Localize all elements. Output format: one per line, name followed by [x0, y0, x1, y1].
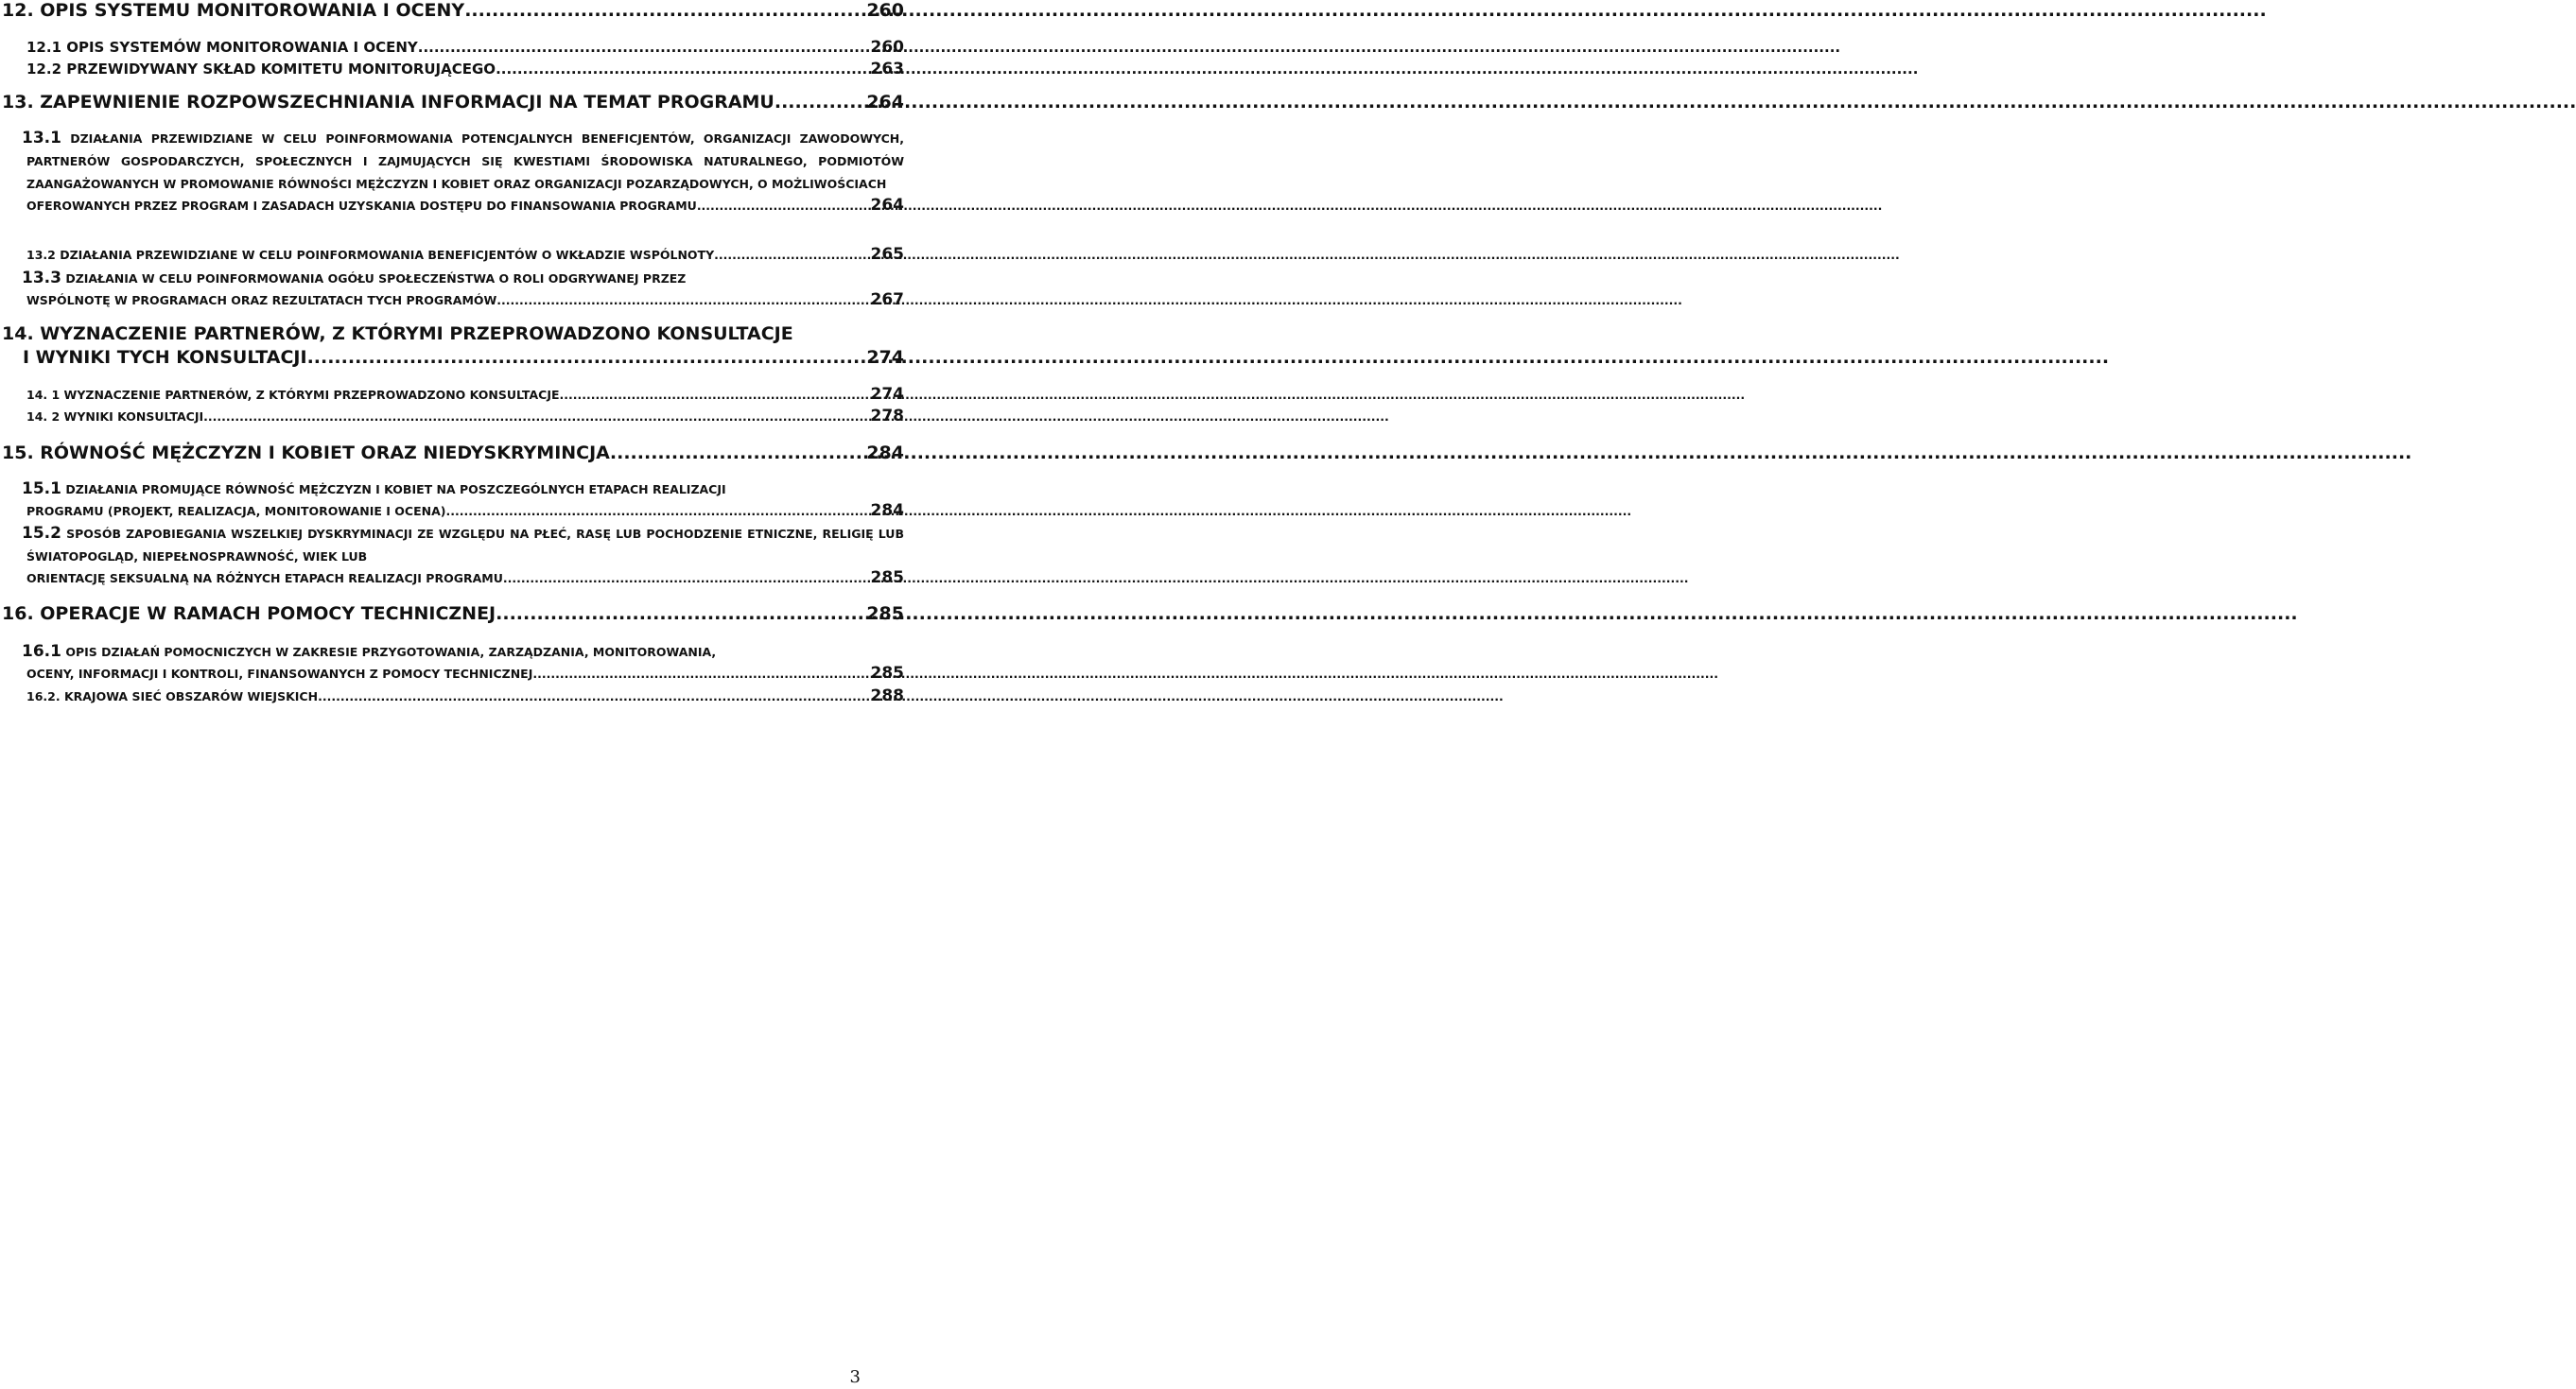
toc-entry-15-2[interactable]	[22, 522, 904, 587]
toc-page-number: 285	[866, 603, 904, 624]
toc-entry-14[interactable]	[2, 323, 904, 368]
toc-page-number: 260	[866, 0, 904, 21]
toc-entry-title: DZIAŁANIA W CELU POINFORMOWANIA OGÓŁU SPOŁECZEŃSTWA O ROLI ODGRYWANEJ PRZEZ	[65, 271, 687, 286]
dot-leader	[318, 689, 868, 703]
toc-entry-title-block	[22, 477, 904, 501]
toc-entry-last-line	[26, 501, 904, 520]
dot-leader	[610, 443, 864, 463]
toc-entry-12[interactable]	[2, 0, 904, 21]
toc-entry-title-end: WSPÓLNOTĘ W PROGRAMACH ORAZ REZULTATACH TYCH PROGRAMÓW	[26, 293, 497, 307]
toc-page-number: 260	[870, 38, 904, 57]
toc-page-number: 263	[870, 60, 904, 78]
toc-entry-title-end: OCENY, INFORMACJI I KONTROLI, FINANSOWANYCH Z POMOCY TECHNICZNEJ	[26, 667, 533, 681]
toc-entry-number: 15.2	[22, 524, 61, 543]
page-number: 3	[849, 1367, 861, 1387]
toc-page-number: 288	[870, 686, 904, 705]
dot-leader	[496, 293, 868, 307]
toc-page-number: 284	[870, 501, 904, 520]
toc-entry-13-1[interactable]	[22, 127, 904, 215]
toc-entry-title: SPOSÓB ZAPOBIEGANIA WSZELKIEJ DYSKRYMINACJI ZE WZGLĘDU NA PŁEĆ, RASĘ LUB POCHODZENIE ETNICZNE, RELIGIĘ LUB ŚWIATOPOGLĄD, NIEPEŁNOSPRAWNOŚĆ, WIEK LUB	[26, 527, 904, 564]
toc-entry-title-block	[22, 640, 904, 664]
dot-leader	[503, 571, 869, 585]
toc-entry-13[interactable]	[2, 92, 904, 113]
toc-entry-title: 12. OPIS SYSTEMU MONITOROWANIA I OCENY	[2, 0, 465, 21]
dot-leader	[532, 667, 868, 681]
toc-entry-title: 13. ZAPEWNIENIE ROZPOWSZECHNIANIA INFORMACJI NA TEMAT PROGRAMU	[2, 92, 775, 113]
toc-page-number: 274	[870, 385, 904, 404]
toc-entry-16-1[interactable]	[22, 640, 904, 683]
toc-entry-title-end: OFEROWANYCH PRZEZ PROGRAM I ZASADACH UZYSKANIA DOSTĘPU DO FINANSOWANIA PROGRAMU	[26, 199, 697, 213]
toc-entry-title-block	[22, 127, 904, 196]
toc-entry-14-2[interactable]	[26, 407, 904, 425]
toc-page-number: 284	[866, 443, 904, 463]
toc-entry-number: 16.1	[22, 642, 61, 661]
toc-entry-title-end: I WYNIKI TYCH KONSULTACJI	[23, 347, 307, 368]
toc-entry-title: 14. 1 WYZNACZENIE PARTNERÓW, Z KTÓRYMI PRZEPROWADZONO KONSULTACJE	[26, 388, 560, 402]
toc-entry-15-1[interactable]	[22, 477, 904, 520]
toc-entry-title: DZIAŁANIA PROMUJĄCE RÓWNOŚĆ MĘŻCZYZN I KOBIET NA POSZCZEGÓLNYCH ETAPACH REALIZACJI	[65, 482, 726, 496]
toc-entry-last-line	[26, 196, 904, 215]
dot-leader	[496, 603, 864, 624]
toc-entry-title: 12.1 OPIS SYSTEMÓW MONITOROWANIA I OCENY	[26, 39, 418, 56]
toc-page-number: 285	[870, 664, 904, 683]
toc-entry-number: 13.3	[22, 269, 61, 287]
toc-entry-title-end: ORIENTACJĘ SEKSUALNĄ NA RÓŻNYCH ETAPACH REALIZACJI PROGRAMU	[26, 571, 503, 585]
toc-entry-title-end: PROGRAMU (PROJEKT, REALIZACJA, MONITOROWANIE I OCENA)	[26, 504, 446, 518]
toc-entry-title: 13.2 DZIAŁANIA PRZEWIDZIANE W CELU POINFORMOWANIA BENEFICJENTÓW O WKŁADZIE WSPÓLNOTY	[26, 248, 715, 262]
toc-entry-13-2[interactable]	[26, 245, 904, 264]
toc-entry-title: OPIS DZIAŁAŃ POMOCNICZYCH W ZAKRESIE PRZYGOTOWANIA, ZARZĄDZANIA, MONITOROWANIA,	[65, 645, 717, 659]
toc-entry-title: 14. 2 WYNIKI KONSULTACJI	[26, 409, 204, 424]
toc-entry-title-block	[22, 522, 904, 568]
toc-entry-14-1[interactable]	[26, 385, 904, 404]
toc-entry-title: 12.2 PRZEWIDYWANY SKŁAD KOMITETU MONITORUJĄCEGO	[26, 61, 496, 78]
toc-entry-number: 15.1	[22, 479, 61, 498]
toc-page-number: 285	[870, 568, 904, 587]
toc-page-number: 264	[866, 92, 904, 113]
dot-leader	[714, 248, 868, 262]
dot-leader	[203, 409, 868, 424]
toc-entry-16[interactable]	[2, 603, 904, 624]
toc-entry-last-line	[2, 347, 904, 368]
dot-leader	[697, 199, 869, 213]
dot-leader	[418, 39, 869, 56]
toc-entry-last-line	[26, 290, 904, 309]
toc-entry-13-3[interactable]	[22, 267, 904, 309]
toc-page-number: 274	[866, 347, 904, 368]
toc-page-number: 265	[870, 245, 904, 264]
toc-entry-12-1[interactable]	[26, 38, 904, 57]
dot-leader	[445, 504, 868, 518]
toc-page-number: 264	[870, 196, 904, 215]
toc-entry-15[interactable]	[2, 443, 904, 463]
toc-entry-title: 14. WYZNACZENIE PARTNERÓW, Z KTÓRYMI PRZEPROWADZONO KONSULTACJE	[2, 323, 793, 344]
toc-entry-title: 16.2. KRAJOWA SIEĆ OBSZARÓW WIEJSKICH	[26, 689, 319, 703]
toc-entry-title: 16. OPERACJE W RAMACH POMOCY TECHNICZNEJ	[2, 603, 496, 624]
dot-leader	[464, 0, 864, 21]
toc-page-number: 278	[870, 407, 904, 425]
toc-entry-last-line	[26, 664, 904, 683]
dot-leader	[496, 61, 868, 78]
dot-leader	[560, 388, 869, 402]
toc-page-number: 267	[870, 290, 904, 309]
toc-entry-title: DZIAŁANIA PRZEWIDZIANE W CELU POINFORMOWANIA POTENCJALNYCH BENEFICJENTÓW, ORGANIZACJI ZAWODOWYCH, PARTNERÓW GOSPODARCZYCH, SPOŁECZNYCH I ZAJMUJĄCYCH SIĘ KWESTIAMI ŚRODOWISKA NATURALNEGO, PODMIOTÓW ZAANGAŻOWANYCH W PROMOWANIE RÓWNOŚCI MĘŻCZYZN I KOBIET ORAZ ORGANIZACJI POZARZĄDOWYCH, O MOŻLIWOŚCIACH	[26, 131, 904, 191]
dot-leader	[307, 347, 865, 368]
toc-entry-number: 13.1	[22, 129, 61, 148]
toc-entry-title-block	[22, 267, 904, 290]
toc-entry-12-2[interactable]	[26, 60, 904, 78]
toc-entry-16-2[interactable]	[26, 686, 904, 705]
toc-entry-last-line	[26, 568, 904, 587]
dot-leader	[775, 92, 864, 113]
toc-entry-title: 15. RÓWNOŚĆ MĘŻCZYZN I KOBIET ORAZ NIEDYSKRYMINCJA	[2, 443, 610, 463]
